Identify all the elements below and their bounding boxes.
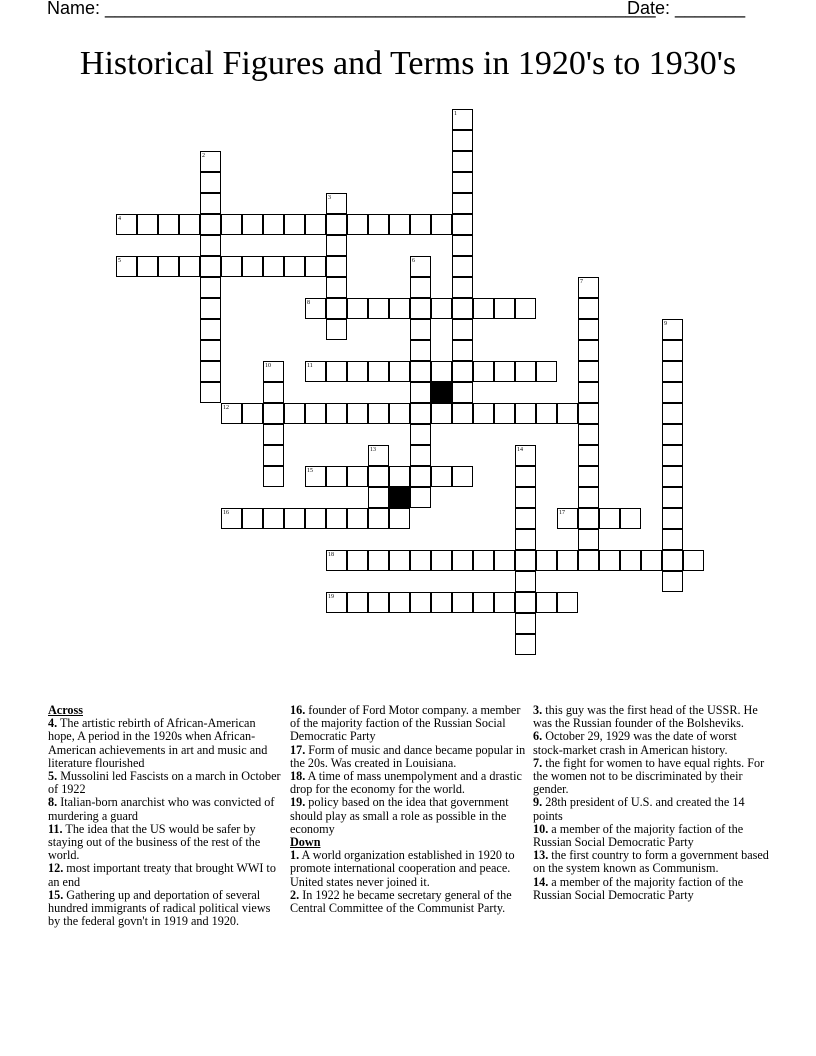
grid-cell[interactable] xyxy=(578,382,599,403)
grid-cell[interactable] xyxy=(662,550,683,571)
grid-cell[interactable] xyxy=(158,214,179,235)
grid-cell[interactable] xyxy=(305,214,326,235)
grid-cell[interactable] xyxy=(305,256,326,277)
grid-cell[interactable] xyxy=(578,529,599,550)
grid-cell[interactable] xyxy=(221,214,242,235)
grid-cell[interactable] xyxy=(368,298,389,319)
grid-cell[interactable] xyxy=(263,361,284,382)
clue-number: 18 xyxy=(328,552,334,558)
grid-cell[interactable] xyxy=(368,550,389,571)
grid-cell[interactable] xyxy=(515,466,536,487)
grid-cell[interactable] xyxy=(368,445,389,466)
clue-across-15: 15. Gathering up and deportation of several hundred immigrants of radical political views by the federal govn't in 1919 and 1920. xyxy=(48,887,271,929)
grid-cell[interactable] xyxy=(200,298,221,319)
grid-cell[interactable] xyxy=(263,214,284,235)
clue-across-11: 11. The idea that the US would be safer by staying out of the business of the rest of the world. xyxy=(48,821,261,863)
grid-cell[interactable] xyxy=(368,508,389,529)
grid-cell[interactable] xyxy=(452,466,473,487)
grid-cell[interactable] xyxy=(662,382,683,403)
grid-cell[interactable] xyxy=(473,298,494,319)
grid-cell[interactable] xyxy=(536,403,557,424)
grid-cell[interactable] xyxy=(452,361,473,382)
clue-down-10: 10. a member of the majority faction of the Russian Social Democratic Party xyxy=(533,821,744,850)
grid-cell[interactable] xyxy=(515,361,536,382)
grid-cell[interactable] xyxy=(410,340,431,361)
grid-cell[interactable] xyxy=(578,466,599,487)
name-field[interactable]: Name: _______________________________________________________ xyxy=(47,0,656,18)
clue-across-4: 4. The artistic rebirth of African-American hope, A period in the 1920s when African-American achievements in art and music and literature flourished xyxy=(48,716,268,770)
grid-cell[interactable] xyxy=(179,214,200,235)
clue-number: 3 xyxy=(328,195,331,201)
grid-cell[interactable] xyxy=(368,487,389,508)
grid-cell[interactable] xyxy=(326,235,347,256)
grid-cell[interactable] xyxy=(515,508,536,529)
grid-cell[interactable] xyxy=(389,508,410,529)
grid-cell[interactable] xyxy=(515,445,536,466)
clue-number: 12 xyxy=(223,405,229,411)
grid-cell[interactable] xyxy=(452,109,473,130)
clue-across-18: 18. A time of mass unempolyment and a drastic drop for the economy for the world. xyxy=(290,769,522,797)
grid-cell[interactable] xyxy=(620,508,641,529)
grid-cell[interactable] xyxy=(389,466,410,487)
grid-cell[interactable] xyxy=(305,508,326,529)
clue-number: 2 xyxy=(202,153,205,159)
grid-cell[interactable] xyxy=(557,550,578,571)
grid-cell[interactable] xyxy=(200,340,221,361)
grid-cell[interactable] xyxy=(200,214,221,235)
page-title: Historical Figures and Terms in 1920's to 1930's xyxy=(79,45,737,82)
grid-cell[interactable] xyxy=(452,592,473,613)
grid-cell[interactable] xyxy=(452,235,473,256)
grid-cell[interactable] xyxy=(452,277,473,298)
grid-cell[interactable] xyxy=(662,445,683,466)
grid-cell[interactable] xyxy=(494,361,515,382)
grid-cell[interactable] xyxy=(452,382,473,403)
grid-cell[interactable] xyxy=(431,214,452,235)
clue-number: 5 xyxy=(118,258,121,264)
grid-cell[interactable] xyxy=(200,382,221,403)
grid-cell[interactable] xyxy=(326,193,347,214)
grid-cell[interactable] xyxy=(452,130,473,151)
grid-cell[interactable] xyxy=(347,298,368,319)
clue-number: 15 xyxy=(307,468,313,474)
grid-cell[interactable] xyxy=(263,382,284,403)
grid-cell[interactable] xyxy=(200,172,221,193)
grid-cell[interactable] xyxy=(326,277,347,298)
clue-down-1: 1. A world organization established in 1920 to promote international cooperation and peace. United states never joined it. xyxy=(290,848,515,889)
grid-cell[interactable] xyxy=(557,403,578,424)
clue-number: 8 xyxy=(307,300,310,306)
grid-cell[interactable] xyxy=(389,592,410,613)
clue-number: 9 xyxy=(664,321,667,327)
grid-cell[interactable] xyxy=(347,361,368,382)
grid-cell[interactable] xyxy=(410,382,431,403)
clue-number: 1 xyxy=(454,111,457,117)
clue-number: 10 xyxy=(265,363,271,369)
grid-cell[interactable] xyxy=(410,319,431,340)
grid-cell[interactable] xyxy=(326,214,347,235)
grid-cell[interactable] xyxy=(515,298,536,319)
grid-cell[interactable] xyxy=(662,361,683,382)
grid-cell[interactable] xyxy=(200,361,221,382)
grid-cell[interactable] xyxy=(494,403,515,424)
grid-cell[interactable] xyxy=(410,592,431,613)
grid-cell[interactable] xyxy=(368,214,389,235)
grid-cell[interactable] xyxy=(284,256,305,277)
grid-cell[interactable] xyxy=(347,466,368,487)
grid-cell[interactable] xyxy=(578,424,599,445)
grid-cell[interactable] xyxy=(662,466,683,487)
grid-cell[interactable] xyxy=(431,403,452,424)
grid-cell[interactable] xyxy=(389,298,410,319)
grid-cell[interactable] xyxy=(578,550,599,571)
grid-cell[interactable] xyxy=(326,466,347,487)
grid-cell[interactable] xyxy=(410,445,431,466)
grid-cell[interactable] xyxy=(221,403,242,424)
grid-cell[interactable] xyxy=(410,277,431,298)
grid-cell[interactable] xyxy=(326,298,347,319)
grid-cell[interactable] xyxy=(305,466,326,487)
grid-cell[interactable] xyxy=(242,508,263,529)
grid-cell[interactable] xyxy=(326,550,347,571)
clue-number: 19 xyxy=(328,594,334,600)
grid-cell[interactable] xyxy=(452,403,473,424)
grid-cell[interactable] xyxy=(410,361,431,382)
clue-number: 6 xyxy=(412,258,415,264)
grid-cell[interactable] xyxy=(137,214,158,235)
black-square xyxy=(389,487,410,508)
clue-across-12: 12. most important treaty that brought WWI to an end xyxy=(48,861,276,889)
grid-cell[interactable] xyxy=(221,508,242,529)
grid-cell[interactable] xyxy=(368,361,389,382)
grid-cell[interactable] xyxy=(515,403,536,424)
clue-down-9: 9. 28th president of U.S. and created the 14 points xyxy=(533,795,745,823)
grid-cell[interactable] xyxy=(662,319,683,340)
grid-cell[interactable] xyxy=(116,256,137,277)
grid-cell[interactable] xyxy=(116,214,137,235)
grid-cell[interactable] xyxy=(221,256,242,277)
grid-cell[interactable] xyxy=(515,571,536,592)
down-heading: Down xyxy=(290,835,321,850)
clue-down-2: 2. In 1922 he became secretary general of the Central Committee of the Communist Party. xyxy=(290,887,512,916)
grid-cell[interactable] xyxy=(326,508,347,529)
grid-cell[interactable] xyxy=(452,319,473,340)
grid-cell[interactable] xyxy=(410,424,431,445)
grid-cell[interactable] xyxy=(137,256,158,277)
grid-cell[interactable] xyxy=(200,319,221,340)
grid-cell[interactable] xyxy=(515,487,536,508)
grid-cell[interactable] xyxy=(494,550,515,571)
grid-cell[interactable] xyxy=(431,550,452,571)
grid-cell[interactable] xyxy=(452,550,473,571)
grid-cell[interactable] xyxy=(515,613,536,634)
grid-cell[interactable] xyxy=(452,151,473,172)
grid-cell[interactable] xyxy=(536,592,557,613)
grid-cell[interactable] xyxy=(347,508,368,529)
grid-cell[interactable] xyxy=(410,214,431,235)
grid-cell[interactable] xyxy=(326,319,347,340)
clue-number: 4 xyxy=(118,216,121,222)
grid-cell[interactable] xyxy=(599,508,620,529)
grid-cell[interactable] xyxy=(557,508,578,529)
clues-column-3 xyxy=(533,704,769,902)
grid-cell[interactable] xyxy=(263,445,284,466)
grid-cell[interactable] xyxy=(263,403,284,424)
grid-cell[interactable] xyxy=(452,340,473,361)
grid-cell[interactable] xyxy=(347,592,368,613)
grid-cell[interactable] xyxy=(347,550,368,571)
grid-cell[interactable] xyxy=(473,403,494,424)
clue-number: 14 xyxy=(517,447,523,453)
grid-cell[interactable] xyxy=(263,466,284,487)
clue-across-8: 8. Italian-born anarchist who was convicted of murdering a guard xyxy=(48,795,275,823)
grid-cell[interactable] xyxy=(662,508,683,529)
grid-cell[interactable] xyxy=(200,235,221,256)
grid-cell[interactable] xyxy=(578,319,599,340)
grid-cell[interactable] xyxy=(368,592,389,613)
grid-cell[interactable] xyxy=(179,256,200,277)
grid-cell[interactable] xyxy=(662,529,683,550)
clue-across-5: 5. Mussolini led Fascists on a march in October of 1922 xyxy=(48,769,281,797)
grid-cell[interactable] xyxy=(347,214,368,235)
grid-cell[interactable] xyxy=(410,256,431,277)
grid-cell[interactable] xyxy=(200,193,221,214)
grid-cell[interactable] xyxy=(641,550,662,571)
date-field[interactable]: Date: _______ xyxy=(627,0,746,18)
grid-cell[interactable] xyxy=(263,424,284,445)
grid-cell[interactable] xyxy=(431,361,452,382)
grid-cell[interactable] xyxy=(284,508,305,529)
grid-cell[interactable] xyxy=(431,592,452,613)
grid-cell[interactable] xyxy=(284,214,305,235)
grid-cell[interactable] xyxy=(578,277,599,298)
grid-cell[interactable] xyxy=(683,550,704,571)
grid-cell[interactable] xyxy=(452,172,473,193)
clue-number: 7 xyxy=(580,279,583,285)
black-square xyxy=(431,382,452,403)
grid-cell[interactable] xyxy=(410,466,431,487)
grid-cell[interactable] xyxy=(326,256,347,277)
clue-across-16: 16. founder of Ford Motor company. a member of the majority faction of the Russian Social Democratic Party xyxy=(290,703,521,744)
grid-cell[interactable] xyxy=(473,592,494,613)
grid-cell[interactable] xyxy=(389,214,410,235)
grid-cell[interactable] xyxy=(410,403,431,424)
grid-cell[interactable] xyxy=(431,466,452,487)
grid-cell[interactable] xyxy=(494,298,515,319)
clue-down-3: 3. this guy was the first head of the USSR. He was the Russian founder of the Bolsheviks. xyxy=(533,703,758,731)
grid-cell[interactable] xyxy=(662,424,683,445)
grid-cell[interactable] xyxy=(284,403,305,424)
grid-cell[interactable] xyxy=(662,571,683,592)
grid-cell[interactable] xyxy=(452,256,473,277)
grid-cell[interactable] xyxy=(578,340,599,361)
grid-cell[interactable] xyxy=(410,298,431,319)
grid-cell[interactable] xyxy=(578,508,599,529)
grid-cell[interactable] xyxy=(326,403,347,424)
grid-cell[interactable] xyxy=(389,403,410,424)
grid-cell[interactable] xyxy=(578,298,599,319)
grid-cell[interactable] xyxy=(452,214,473,235)
clues-column-2 xyxy=(290,704,526,915)
grid-cell[interactable] xyxy=(242,403,263,424)
clue-number: 17 xyxy=(559,510,565,516)
grid-cell[interactable] xyxy=(242,256,263,277)
grid-cell[interactable] xyxy=(536,550,557,571)
clues-column-1 xyxy=(48,704,283,928)
grid-cell[interactable] xyxy=(536,361,557,382)
grid-cell[interactable] xyxy=(200,277,221,298)
grid-cell[interactable] xyxy=(620,550,641,571)
grid-cell[interactable] xyxy=(389,550,410,571)
grid-cell[interactable] xyxy=(305,361,326,382)
clue-down-14: 14. a member of the majority faction of the Russian Social Democratic Party xyxy=(533,874,744,902)
grid-cell[interactable] xyxy=(515,592,536,613)
grid-cell[interactable] xyxy=(515,550,536,571)
clue-across-17: 17. Form of music and dance became popular in the 20s. Was created in Louisiana. xyxy=(290,742,526,770)
grid-cell[interactable] xyxy=(473,361,494,382)
grid-cell[interactable] xyxy=(326,361,347,382)
grid-cell[interactable] xyxy=(599,550,620,571)
clue-down-13: 13. the first country to form a government based on the system known as Communism. xyxy=(533,848,769,876)
grid-cell[interactable] xyxy=(263,508,284,529)
grid-cell[interactable] xyxy=(494,592,515,613)
clue-down-7: 7. the fight for women to have equal rights. For the women not to be discriminated by their gender. xyxy=(533,755,765,797)
grid-cell[interactable] xyxy=(305,298,326,319)
grid-cell[interactable] xyxy=(515,529,536,550)
across-heading: Across xyxy=(48,703,83,717)
clue-down-6: 6. October 29, 1929 was the date of worst stock-market crash in American history. xyxy=(533,729,737,757)
grid-cell[interactable] xyxy=(410,487,431,508)
grid-cell[interactable] xyxy=(410,550,431,571)
grid-cell[interactable] xyxy=(368,403,389,424)
grid-cell[interactable] xyxy=(578,403,599,424)
grid-cell[interactable] xyxy=(578,361,599,382)
grid-cell[interactable] xyxy=(473,550,494,571)
grid-cell[interactable] xyxy=(263,256,284,277)
grid-cell[interactable] xyxy=(326,592,347,613)
grid-cell[interactable] xyxy=(515,634,536,655)
grid-cell[interactable] xyxy=(200,151,221,172)
clue-number: 16 xyxy=(223,510,229,516)
grid-cell[interactable] xyxy=(662,487,683,508)
grid-cell[interactable] xyxy=(578,445,599,466)
grid-cell[interactable] xyxy=(557,592,578,613)
grid-cell[interactable] xyxy=(347,403,368,424)
grid-cell[interactable] xyxy=(431,298,452,319)
grid-cell[interactable] xyxy=(242,214,263,235)
grid-cell[interactable] xyxy=(452,298,473,319)
clue-number: 11 xyxy=(307,363,313,369)
grid-cell[interactable] xyxy=(305,403,326,424)
clue-number: 13 xyxy=(370,447,376,453)
grid-cell[interactable] xyxy=(368,466,389,487)
grid-cell[interactable] xyxy=(662,340,683,361)
grid-cell[interactable] xyxy=(578,487,599,508)
grid-cell[interactable] xyxy=(662,403,683,424)
grid-cell[interactable] xyxy=(158,256,179,277)
clue-across-19: 19. policy based on the idea that government should play as small a role as possible in the economy xyxy=(290,795,509,836)
grid-cell[interactable] xyxy=(452,193,473,214)
grid-cell[interactable] xyxy=(200,256,221,277)
grid-cell[interactable] xyxy=(389,361,410,382)
